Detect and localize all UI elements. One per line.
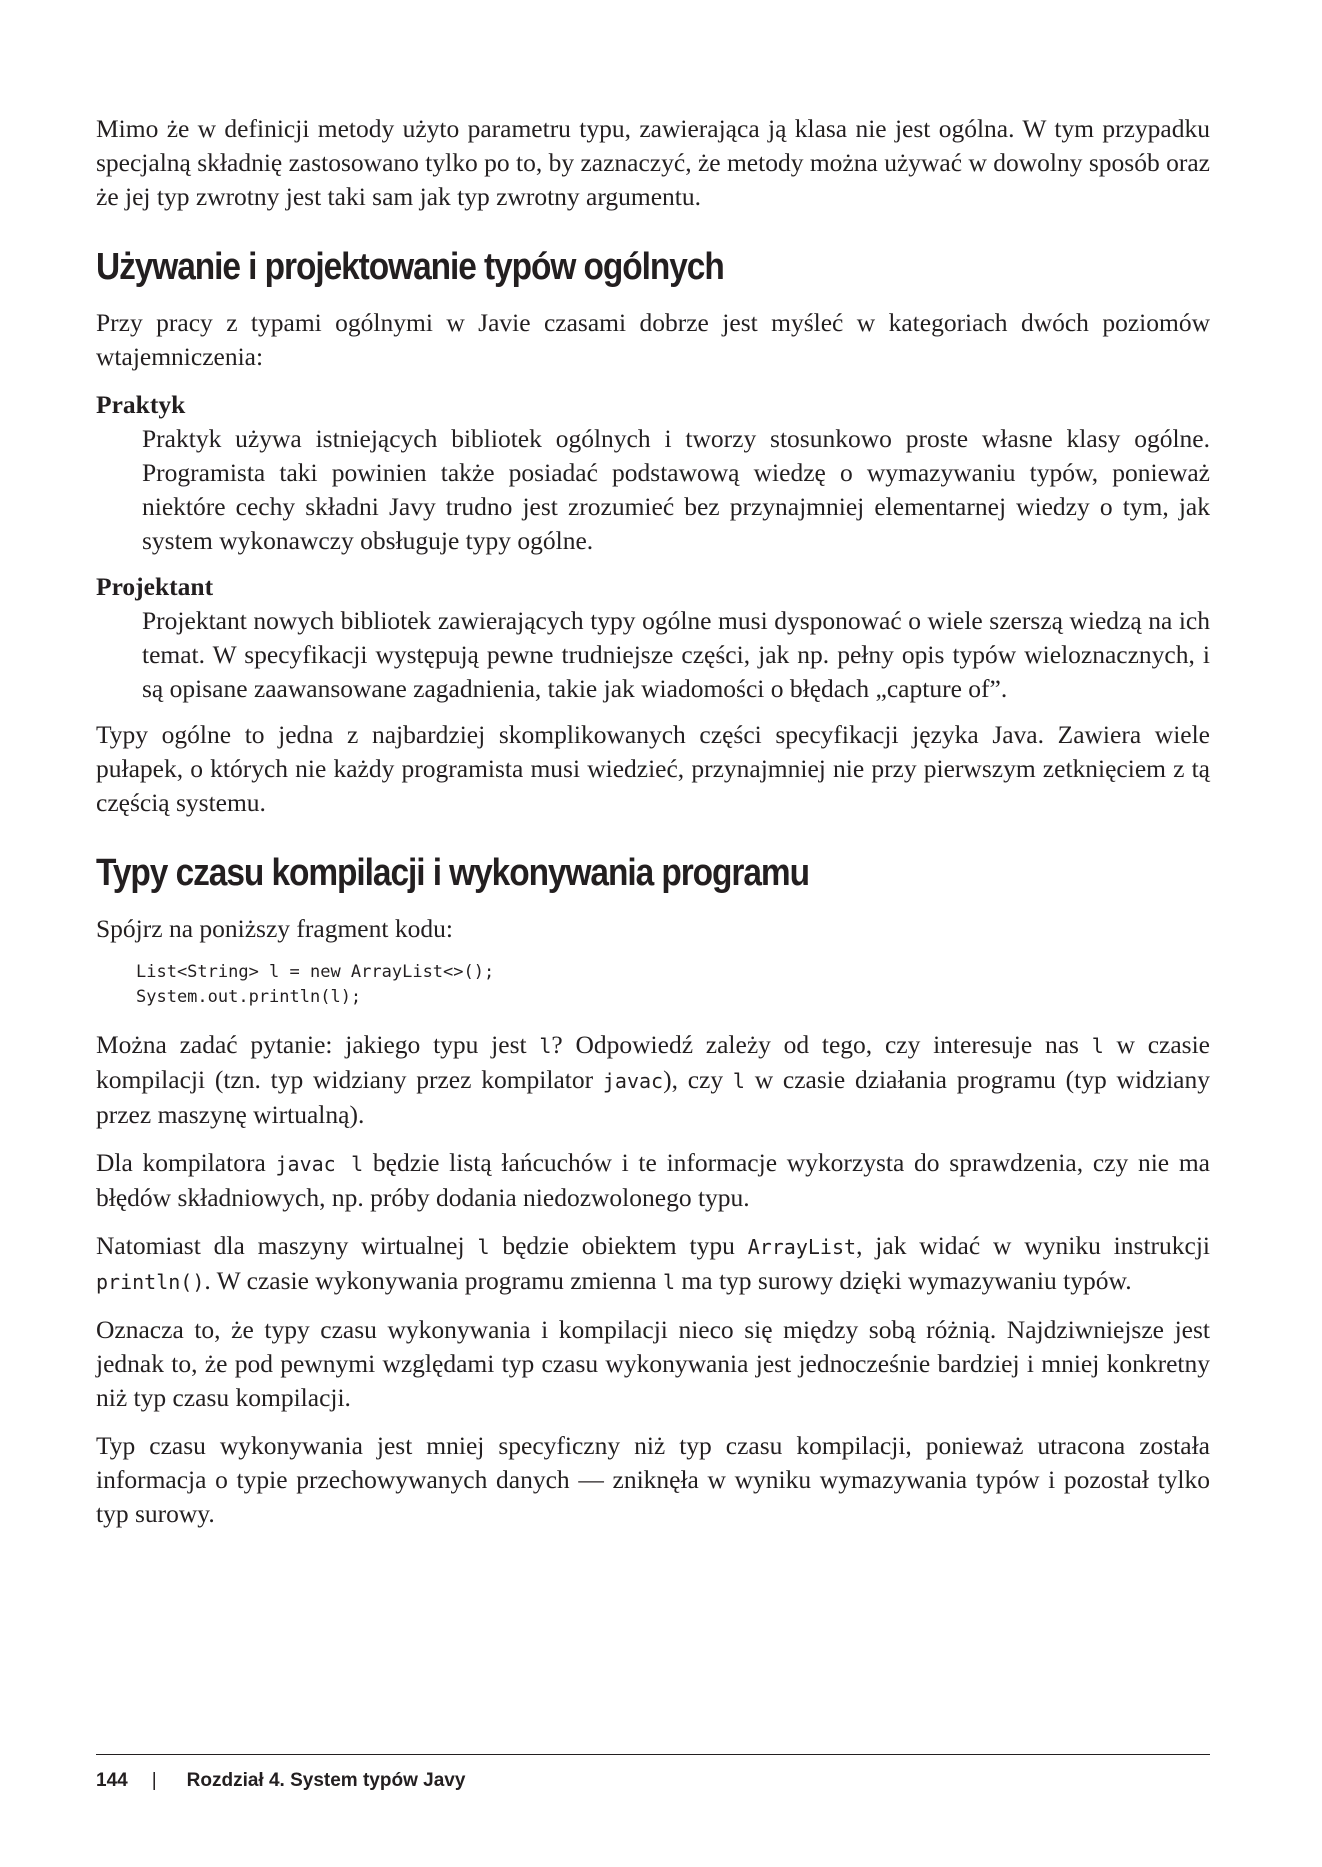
definition-term: Projektant: [96, 572, 214, 601]
inline-code: l: [1091, 1034, 1104, 1058]
paragraph-type-question: Można zadać pytanie: jakiego typu jest l? Odpowiedź zależy od tego, czy interesuje nas l w czasie kompilacji (tzn. typ widziany przez kompilator javac), czy l w czasie działania programu (typ widziany przez maszynę wirtualną).: [96, 1030, 1210, 1129]
inline-code: l: [477, 1235, 490, 1259]
inline-code: l: [663, 1270, 676, 1294]
paragraph-type-difference: Oznacza to, że typy czasu wykonywania i kompilacji nieco się między sobą różnią. Najdziwniejsze jest jednak to, że pod pewnymi względami typ czasu wykonywania jest jednocześnie bardziej i mniej konkretny niż typ czasu kompilacji.: [96, 1315, 1210, 1412]
section1-intro: Przy pracy z typami ogólnymi w Javie czasami dobrze jest myśleć w kategoriach dwóch poziomów wtajemniczenia:: [96, 308, 1210, 371]
paragraph-vm-view: Natomiast dla maszyny wirtualnej l będzie obiektem typu ArrayList, jak widać w wyniku instrukcji println(). W czasie wykonywania programu zmienna l ma typ surowy dzięki wymazywaniu typów.: [96, 1231, 1211, 1295]
section2-intro: Spójrz na poniższy fragment kodu:: [96, 914, 453, 943]
code-listing: List<String> l = new ArrayList<>(); System.out.println(l);: [136, 962, 495, 1007]
footer-separator: |: [151, 1770, 157, 1791]
page-content: [96, 112, 1210, 1545]
inline-code: javac l: [275, 1152, 364, 1176]
inline-code: ArrayList: [747, 1235, 857, 1259]
section-heading-generics-usage: Używanie i projektowanie typów ogólnych: [96, 246, 724, 288]
chapter-title: Rozdział 4. System typów Javy: [186, 1770, 466, 1791]
definition-text: Projektant nowych bibliotek zawierających typy ogólne musi dysponować o wiele szerszą wiedzą na ich temat. W specyfikacji występują pewne trudniejsze części, jak np. pełny opis typów wieloznacznych, i są opisane zaawansowane zagadnienia, takie jak wiadomości o błędach „capture of”.: [142, 606, 1210, 703]
section-heading-compile-runtime-types: Typy czasu kompilacji i wykonywania programu: [96, 852, 809, 894]
intro-paragraph: Mimo że w definicji metody użyto parametru typu, zawierająca ją klasa nie jest ogólna. W tym przypadku specjalną składnię zastosowano tylko po to, by zaznaczyć, że metody można używać w dowolny sposób oraz że jej typ zwrotny jest taki sam jak typ zwrotny argumentu.: [96, 114, 1210, 211]
section1-closing: Typy ogólne to jedna z najbardziej skomplikowanych części specyfikacji języka Java. Zawiera wiele pułapek, o których nie każdy programista musi wiedzieć, przynajmniej nie przy pierwszym zetknięciem z tą częścią systemu.: [96, 720, 1210, 817]
page-number: 144: [96, 1770, 128, 1791]
definition-list: [96, 388, 1210, 706]
paragraph-compiler-view: Dla kompilatora javac l będzie listą łańcuchów i te informacje wykorzysta do sprawdzenia, czy nie ma błędów składniowych, np. próby dodania niedozwolonego typu.: [96, 1148, 1210, 1212]
inline-code: println(): [96, 1270, 205, 1294]
definition-term: Praktyk: [96, 390, 186, 419]
inline-code: l: [539, 1034, 552, 1058]
definition-text: Praktyk używa istniejących bibliotek ogólnych i tworzy stosunkowo proste własne klasy ogólne. Programista taki powinien także posiadać podstawową wiedzę o wymazywaniu typów, ponieważ niektóre cechy składni Javy trudno jest zrozumieć bez przynajmniej elementarnej wiedzy o tym, jak system wykonawczy obsługuje typy ogólne.: [142, 424, 1210, 555]
inline-code: l: [732, 1069, 745, 1093]
page-footer: [96, 1754, 1210, 1793]
inline-code: javac: [602, 1069, 664, 1093]
paragraph-runtime-less-specific: Typ czasu wykonywania jest mniej specyficzny niż typ czasu kompilacji, ponieważ utracona została informacja o typie przechowywanych danych — zniknęła w wyniku wymazywania typów i pozostał tylko typ surowy.: [96, 1431, 1210, 1528]
